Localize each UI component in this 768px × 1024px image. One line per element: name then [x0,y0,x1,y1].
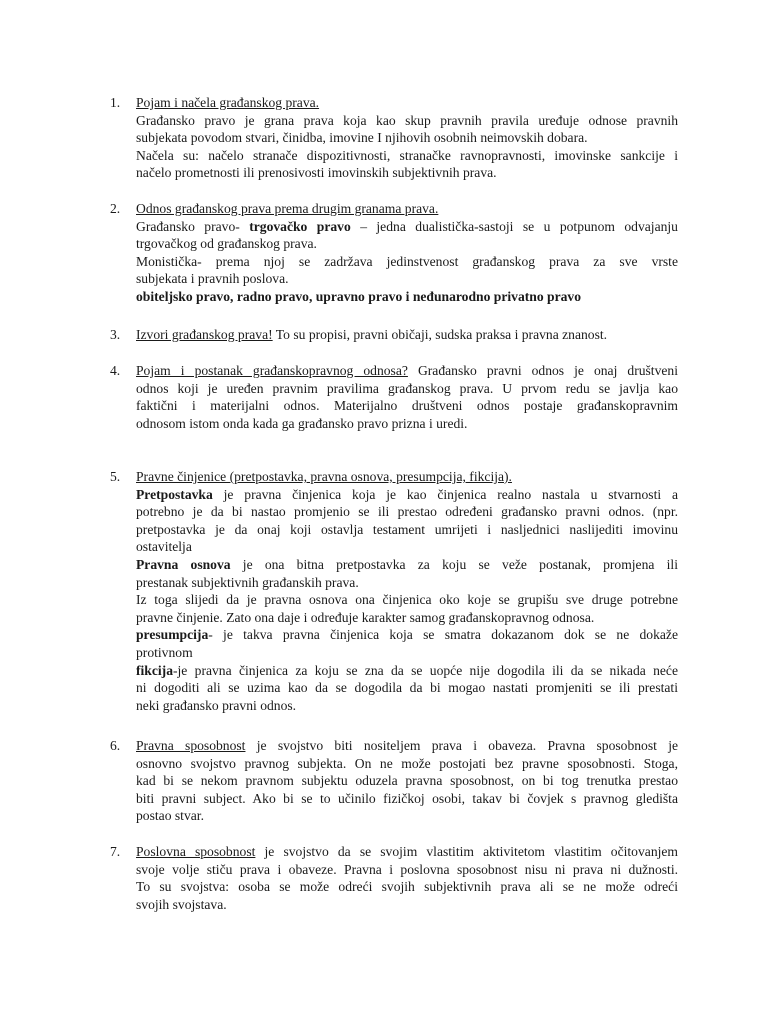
item-number: 2. [110,201,121,216]
item-text-line: protivnom [136,644,193,660]
item-heading: Pravna sposobnost [136,738,246,753]
item-text-line: ni dogoditi ali se uzima kao da se dogodila da bi mogao nastati promjeniti se ili prestati [136,680,678,696]
item-text-line: načelo prometnosti ili prenosivosti imovinskih subjektivnih prava. [136,165,497,181]
list-item-5 [110,468,678,714]
item-text-line: Iz toga slijedi da je pravna osnova ona činjenica oko koje se grupišu sve druge potrebne [136,592,678,608]
item-text-line: svojih svojstava. [136,896,227,912]
item-number: 4. [110,363,121,378]
list-item-4 [110,362,678,432]
item-text-line: Monistička- prema njoj se zadržava jedinstvenost građanskog prava za sve vrste [136,253,678,269]
item-number: 6. [110,738,121,753]
item-text-line: osnovno svojstvo pravnog subjekta. On ne može postojati bez pravne sposobnosti. Stoga, [136,755,678,771]
item-text-line: fikcija-je pravna činjenica za koju se zna da se uopće nije dogodila ili da se nikada neće [136,662,678,678]
item-text-line: neki građansko pravni odnos. [136,697,297,713]
item-heading: Poslovna sposobnost [136,844,256,859]
item-text-line: odnosom istom onda kada ga građansko pravo prizna i uredi. [136,415,468,431]
item-number: 3. [110,327,121,342]
item-text-line: potrebno je da bi nastao promjenio se ili prestao određeni građansko pravni odnos. (npr. [136,504,678,520]
item-text-line: svoje volje stiču prava i obaveze. Pravna i poslovna sposobnost nisu ni prava ni dužnosti. [136,861,678,877]
item-text-line: Građansko pravo je grana prava koja kao skup pravnih pravila uređuje odnose pravnih [136,112,678,128]
item-text: Građansko pravni odnos je onaj društveni [407,363,678,378]
bold-term: Pretpostavka [136,486,213,502]
bold-line: obiteljsko pravo, radno pravo, upravno pravo i neđunarodno privatno pravo [136,288,582,304]
item-text-line: subjekata povodom stvari, činidba, imovine I njihovih osobnih neimovskih dobara. [136,130,588,146]
item-heading: Odnos građanskog prava prema drugim granama prava. [136,201,439,216]
item-text-line: pravne činjenie. Zato ona daje i određuje karakter samog građanskopravnog odnosa. [136,609,595,625]
item-number: 1. [110,95,121,110]
item-text-line: odnos koji je uređen pravnim pravilima građanskog prava. U prvom redu se javlja kao [136,380,678,396]
item-text-line: ostavitelja [136,539,192,555]
item-text-line: postao stvar. [136,808,204,824]
item-text-line: faktični i materijalni odnos. Materijalno društveni odnos postaje građanskopravnim [136,398,678,414]
item-heading: Pravne činjenice (pretpostavka, pravna osnova, presumpcija, fikcija). [136,469,512,484]
item-text-line: presumpcija- je takva pravna činjenica koja se smatra dokazanom dok se ne dokaže [136,627,678,643]
bold-term: Pravna osnova [136,556,231,572]
list-item-1 [110,94,678,182]
item-heading: Izvori građanskog prava! [136,327,273,342]
item-number: 5. [110,469,121,484]
item-text-line: prestanak subjektivnih građanskih prava. [136,574,359,590]
item-text-line: subjekata i pravnih poslova. [136,271,289,287]
item-text-line: Pravna osnova je ona bitna pretpostavka za koju se veže postanak, promjena ili [136,556,678,572]
bold-term: trgovačko pravo [249,218,351,234]
list-item-7 [110,843,678,913]
item-text: To su propisi, pravni običaji, sudska praksa i pravna znanost. [272,327,608,342]
item-text-line: Pretpostavka je pravna činjenica koja je kao činjenica realno nastala u stvarnosti a [136,486,678,502]
list-item-6 [110,737,679,825]
item-text: je svojstvo biti nositeljem prava i obaveza. Pravna sposobnost je [245,738,679,753]
item-text-line: trgovačkog od građanskog prava. [136,236,317,252]
bold-term: fikcija [136,662,173,678]
list-item-3 [110,326,678,344]
item-text-line: Građansko pravo- trgovačko pravo – jedna dualistička-sastoji se u potpunom odvajanju [136,218,678,234]
item-text-line: biti pravni subject. Ako bi se to učinilo fizičkoj osobi, takav bi čovjek s pravnog gledišta [136,790,678,806]
item-text: je svojstvo da se svojim vlastitim aktivitetom vlastitim očitovanjem [255,844,678,859]
item-text-line: pretpostavka je da onaj koji ostavlja testament umrijeti i nasljednici naslijediti imovinu [136,521,678,537]
item-text-line: Načela su: načelo stranače dispozitivnosti, stranačke ravnopravnosti, imovinske sankcije i [136,147,678,163]
item-number: 7. [110,844,121,859]
list-item-2 [110,200,678,306]
item-heading: Pojam i postanak građanskopravnog odnosa? [136,363,408,378]
bold-term: presumpcija [136,627,209,643]
item-heading: Pojam i načela građanskog prava. [136,95,320,110]
item-text-line: To su svojstva: osoba se može odreći svojih subjektivnih prava ali se ne može odreći [136,879,678,895]
item-text-line: kad bi se nekom pravnom subjektu oduzela pravna sposobnost, on bi tog trenutka prestao [136,773,678,789]
